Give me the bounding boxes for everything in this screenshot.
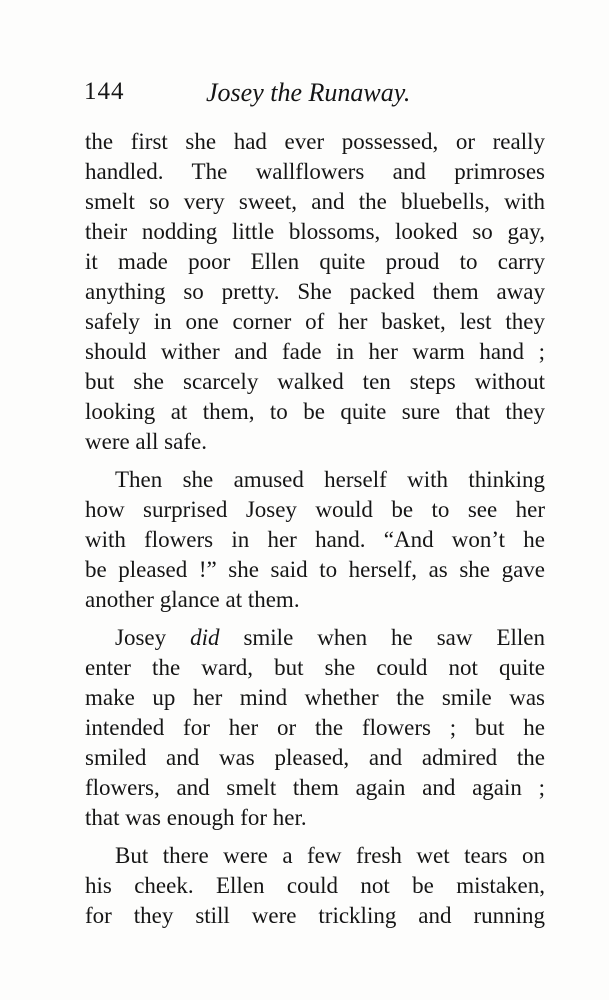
text-line: that was enough for her. [85, 805, 307, 830]
text-run: smile when he saw Ellen [219, 625, 545, 650]
text-line: were all safe. [85, 429, 207, 454]
text-line: the first she had ever possessed, or really [85, 129, 545, 154]
text-line: enter the ward, but she could not quite [85, 655, 545, 680]
paragraph [85, 841, 545, 931]
paragraph [85, 623, 545, 833]
text-line [85, 623, 545, 653]
text-line: smiled and was pleased, and admired the [85, 745, 545, 770]
text-line: how surprised Josey would be to see her [85, 497, 545, 522]
text-line: flowers, and smelt them again and again ; [85, 775, 545, 800]
text-line: their nodding little blossoms, looked so gay, [85, 219, 545, 244]
body-text [85, 127, 545, 931]
paragraph [85, 465, 545, 615]
text-line: be pleased !” she said to herself, as she gave [85, 557, 545, 582]
text-line: with flowers in her hand. “And won’t he [85, 527, 545, 552]
paragraph [85, 127, 545, 457]
text-line: but she scarcely walked ten steps without [85, 369, 545, 394]
text-line: But there were a few fresh wet tears on [115, 843, 545, 868]
running-title: Josey the Runaway. [206, 78, 411, 107]
page-number: 144 [84, 78, 125, 105]
text-line: another glance at them. [85, 587, 300, 612]
text-line: for they still were trickling and running [85, 903, 545, 928]
text-line: it made poor Ellen quite proud to carry [85, 249, 545, 274]
text-run: Josey [115, 625, 191, 650]
text-line: make up her mind whether the smile was [85, 685, 545, 710]
text-line: should wither and fade in her warm hand ; [85, 339, 545, 364]
text-line: his cheek. Ellen could not be mistaken, [85, 873, 545, 898]
text-line: intended for her or the flowers ; but he [85, 715, 545, 740]
text-line: looking at them, to be quite sure that they [85, 399, 545, 424]
text-line: handled. The wallflowers and primroses [85, 159, 545, 184]
text-line: Then she amused herself with thinking [115, 467, 545, 492]
emphasized-word: did [190, 625, 220, 650]
text-line: smelt so very sweet, and the bluebells, with [85, 189, 545, 214]
text-line: safely in one corner of her basket, lest they [85, 309, 545, 334]
text-line: anything so pretty. She packed them away [85, 279, 545, 304]
page-header [84, 78, 544, 108]
